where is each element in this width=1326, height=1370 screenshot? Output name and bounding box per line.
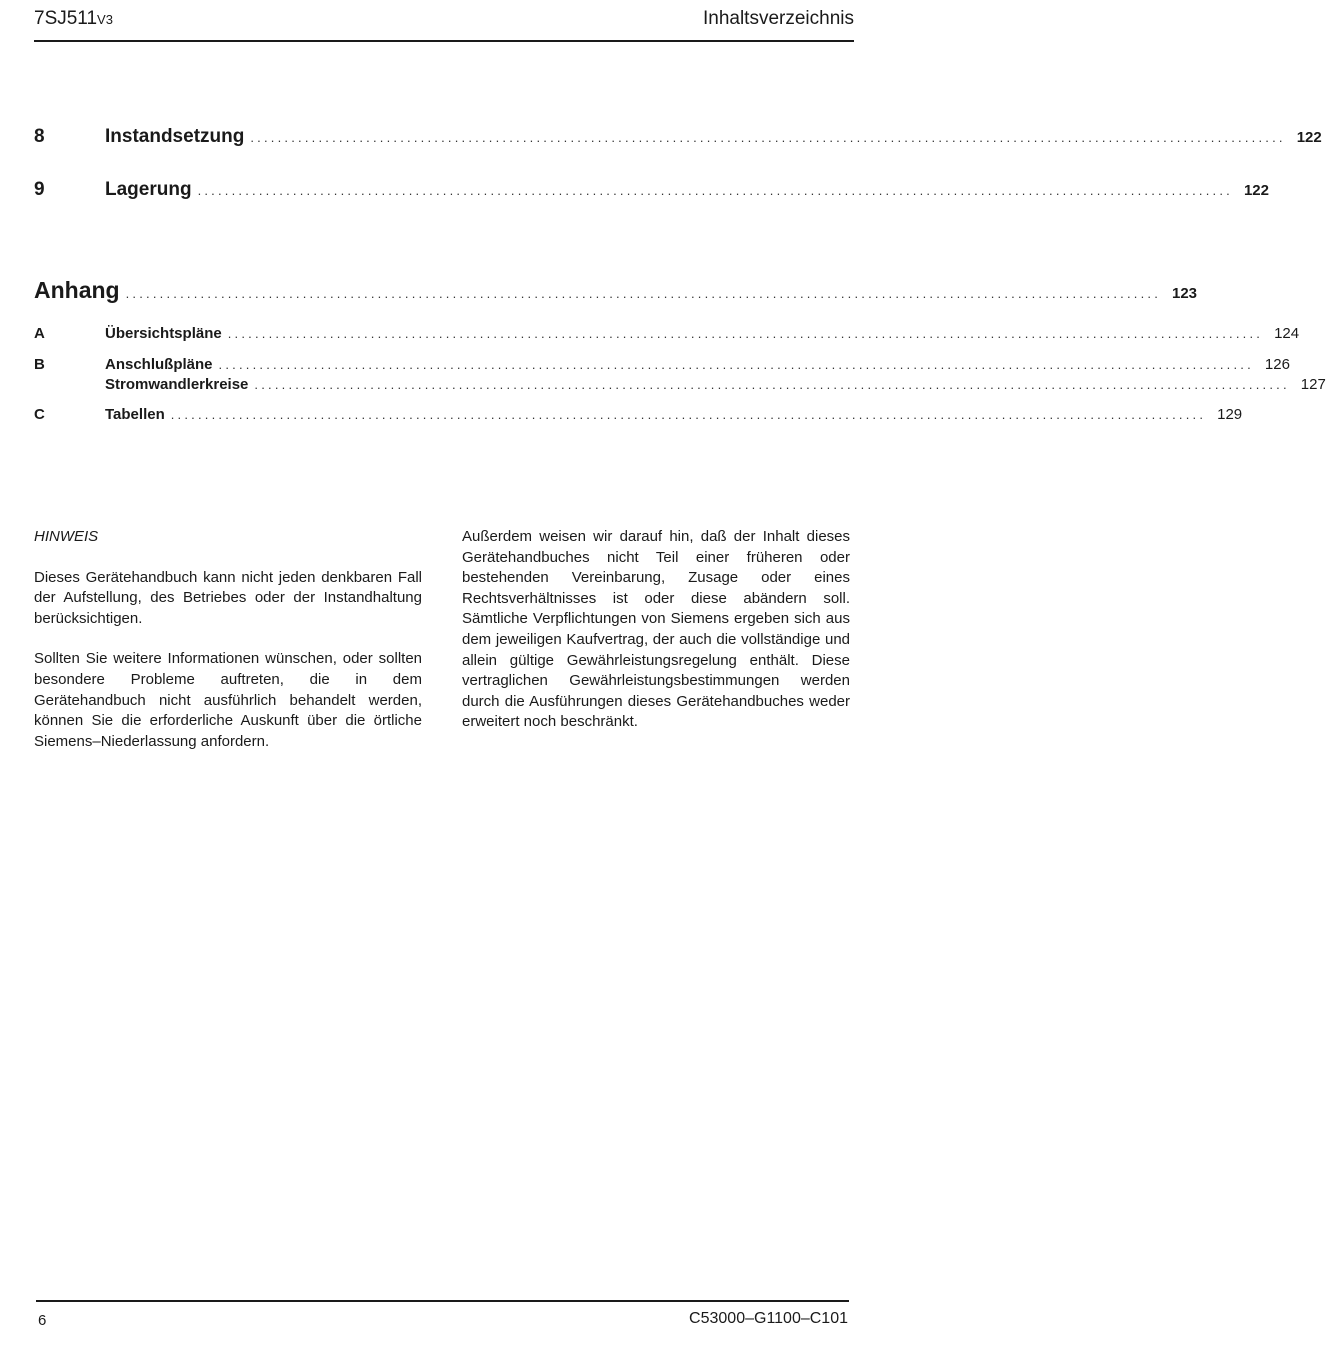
toc-leader-dots: ........................................................................................................................................................ <box>250 130 1286 145</box>
toc-entry-label: Lagerung <box>105 179 192 200</box>
toc-leader-dots: ........................................................................................................................................................ <box>227 326 1264 341</box>
footer-divider <box>36 1300 849 1302</box>
notice-paragraph: Sollten Sie weitere Informationen wünschen, oder sollten besondere Probleme auftreten, die in dem Gerätehandbuch nicht ausführlich behandelt werden, können Sie die erforderliche Auskunft über die örtliche Siemens–Niederlassung anfordern. <box>34 650 422 750</box>
notice-left-column <box>34 527 422 772</box>
device-model-suffix: V3 <box>97 12 113 27</box>
notice-heading: HINWEIS <box>34 528 99 545</box>
toc-entry-page: 122 <box>1296 129 1322 146</box>
page-title: Inhaltsverzeichnis <box>702 8 854 29</box>
notice-right-column <box>462 527 850 753</box>
document-code: C53000–G1100–C101 <box>689 1310 848 1327</box>
toc-leader-dots: ........................................................................................................................................................ <box>125 286 1162 301</box>
notice-paragraph: Außerdem weisen wir darauf hin, daß der Inhalt dieses Gerätehandbuches nicht Teil einer früheren oder bestehenden Vereinbarung, Zusage oder eines Rechtsverhältnisses ist oder diese abändern soll. Sämtliche Verpflichtungen von Siemens ergeben sich aus dem jeweiligen Kaufvertrag, der auch die vollständige und allein gültige Gewährleistungsregelung enthält. Diese vertraglichen Gewährleistungsbestimmungen werden durch die Ausführungen dieses Gerätehandbuches weder erweitert noch beschränkt. <box>462 528 850 731</box>
toc-entry-label: Übersichtspläne <box>105 325 222 342</box>
toc-entry-appendix-a[interactable] <box>34 325 1300 342</box>
toc-entry-number: 8 <box>34 126 45 147</box>
toc-entry-page: 124 <box>1274 325 1300 342</box>
toc-entry-appendix-b-sub[interactable] <box>34 376 1326 393</box>
toc-entry-appendix-b[interactable] <box>34 356 1290 373</box>
toc-entry-number: C <box>34 406 45 423</box>
toc-leader-dots: ........................................................................................................................................................ <box>170 407 1207 422</box>
toc-entry-page: 122 <box>1243 182 1269 199</box>
toc-entry-number: B <box>34 356 45 373</box>
toc-entry-label: Anhang <box>34 277 120 303</box>
toc-entry-chapter-8[interactable] <box>34 126 1322 148</box>
toc-entry-label: Instandsetzung <box>105 126 245 147</box>
page-header <box>34 8 854 42</box>
notice-paragraph: Dieses Gerätehandbuch kann nicht jeden denkbaren Fall der Aufstellung, des Betriebes oder der Instandhaltung berücksichtigen. <box>34 568 422 627</box>
device-model <box>34 8 113 30</box>
toc-leader-dots: ........................................................................................................................................................ <box>218 357 1254 372</box>
toc-entry-page: 123 <box>1171 285 1198 302</box>
toc-leader-dots: ........................................................................................................................................................ <box>254 377 1290 392</box>
toc-entry-page: 129 <box>1217 406 1243 423</box>
toc-entry-appendix-c[interactable] <box>34 406 1243 423</box>
toc-entry-label: Anschlußpläne <box>105 356 213 373</box>
toc-entry-label: Stromwandlerkreise <box>105 376 249 393</box>
toc-entry-page: 127 <box>1300 376 1326 393</box>
toc-entry-number: A <box>34 325 45 342</box>
toc-entry-chapter-9[interactable] <box>34 179 1269 201</box>
toc-entry-label: Tabellen <box>105 406 165 423</box>
toc-entry-number: 9 <box>34 179 45 200</box>
toc-entry-appendix[interactable] <box>34 277 1198 304</box>
page-number: 6 <box>38 1312 47 1329</box>
toc-leader-dots: ........................................................................................................................................................ <box>197 183 1233 198</box>
toc-entry-page: 126 <box>1264 356 1290 373</box>
device-model-name: 7SJ511 <box>34 8 98 29</box>
